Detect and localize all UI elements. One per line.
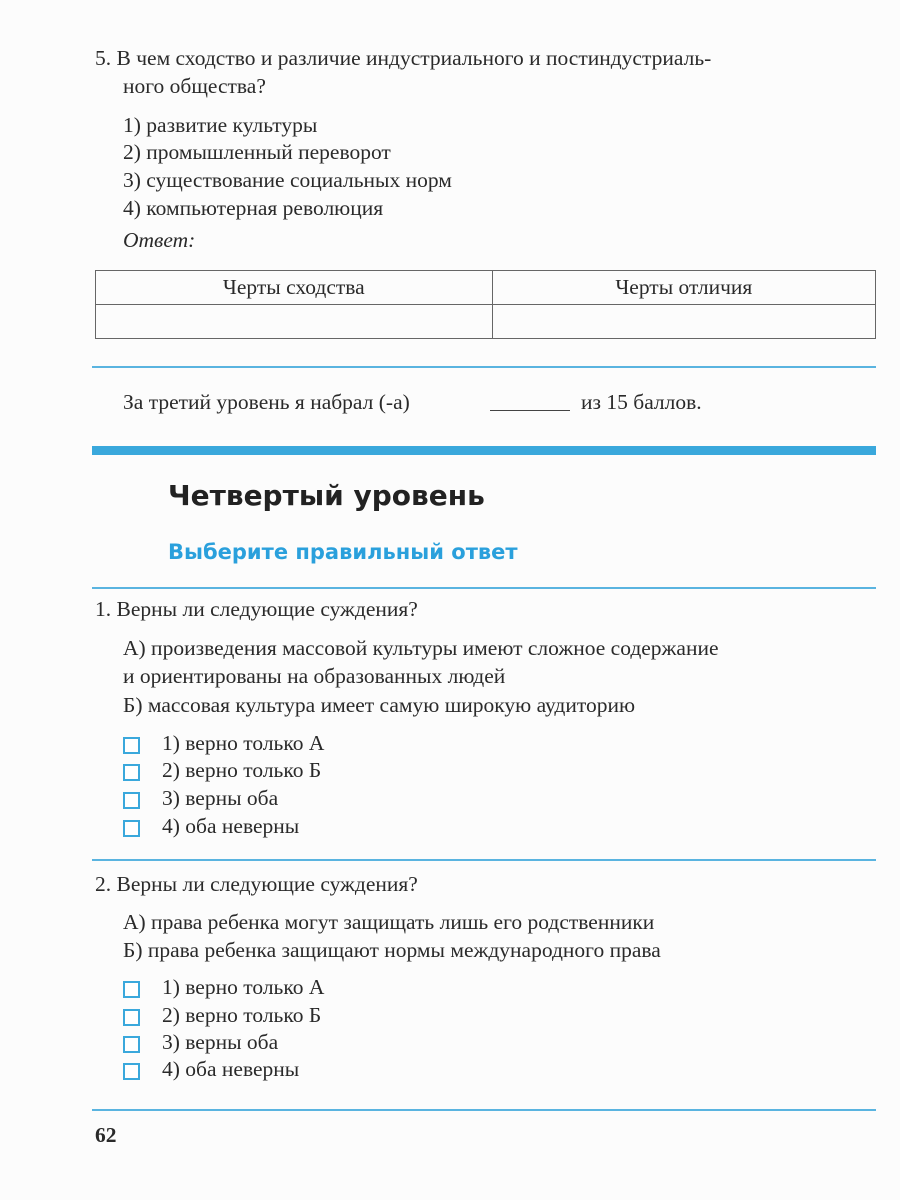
checkbox[interactable]: [123, 820, 140, 837]
statement: и ориентированы на образованных людей: [123, 664, 506, 688]
level-title: Четвертый уровень: [168, 479, 485, 512]
checkbox[interactable]: [123, 981, 140, 998]
checkbox[interactable]: [123, 737, 140, 754]
q2-option: 4) оба неверны: [162, 1057, 300, 1081]
question-2-title: 2. Верны ли следующие суждения?: [95, 872, 418, 896]
question-5-title-cont: ного общества?: [123, 74, 266, 98]
q2-option: 1) верно только А: [162, 975, 325, 999]
q1-option: 3) верны оба: [162, 786, 279, 810]
q5-option: 1) развитие культуры: [123, 113, 318, 137]
differences-cell[interactable]: [492, 305, 875, 339]
page-number: 62: [95, 1123, 117, 1147]
divider: [92, 1109, 876, 1111]
header-similarities: Черты сходства: [96, 271, 493, 305]
q5-option: 3) существование социальных норм: [123, 168, 452, 192]
divider: [92, 587, 876, 589]
statement: Б) права ребенка защищают нормы международного права: [123, 938, 661, 962]
divider: [92, 859, 876, 861]
answer-table: [95, 270, 876, 339]
statement: А) права ребенка могут защищать лишь его родственники: [123, 910, 655, 934]
q1-option: 4) оба неверны: [162, 814, 300, 838]
divider: [92, 366, 876, 368]
checkbox[interactable]: [123, 1036, 140, 1053]
q2-option: 3) верны оба: [162, 1030, 279, 1054]
statement: Б) массовая культура имеет самую широкую аудиторию: [123, 693, 636, 717]
question-1-title: 1. Верны ли следующие суждения?: [95, 597, 418, 621]
q2-option: 2) верно только Б: [162, 1003, 322, 1027]
checkbox[interactable]: [123, 1009, 140, 1026]
instruction: Выберите правильный ответ: [168, 540, 518, 564]
checkbox[interactable]: [123, 764, 140, 781]
section-bar: [92, 446, 876, 455]
similarities-cell[interactable]: [96, 305, 493, 339]
q1-option: 2) верно только Б: [162, 758, 322, 782]
statement: А) произведения массовой культуры имеют сложное содержание: [123, 636, 719, 660]
score-blank[interactable]: [490, 410, 570, 411]
q5-option: 4) компьютерная революция: [123, 196, 384, 220]
score-suffix: из 15 баллов.: [581, 390, 702, 414]
header-differences: Черты отличия: [492, 271, 875, 305]
q1-option: 1) верно только А: [162, 731, 325, 755]
q5-option: 2) промышленный переворот: [123, 140, 391, 164]
answer-label: Ответ:: [123, 228, 196, 252]
checkbox[interactable]: [123, 1063, 140, 1080]
checkbox[interactable]: [123, 792, 140, 809]
question-5-title: 5. В чем сходство и различие индустриального и постиндустриаль-: [95, 46, 712, 70]
score-prefix: За третий уровень я набрал (-а): [123, 390, 410, 414]
